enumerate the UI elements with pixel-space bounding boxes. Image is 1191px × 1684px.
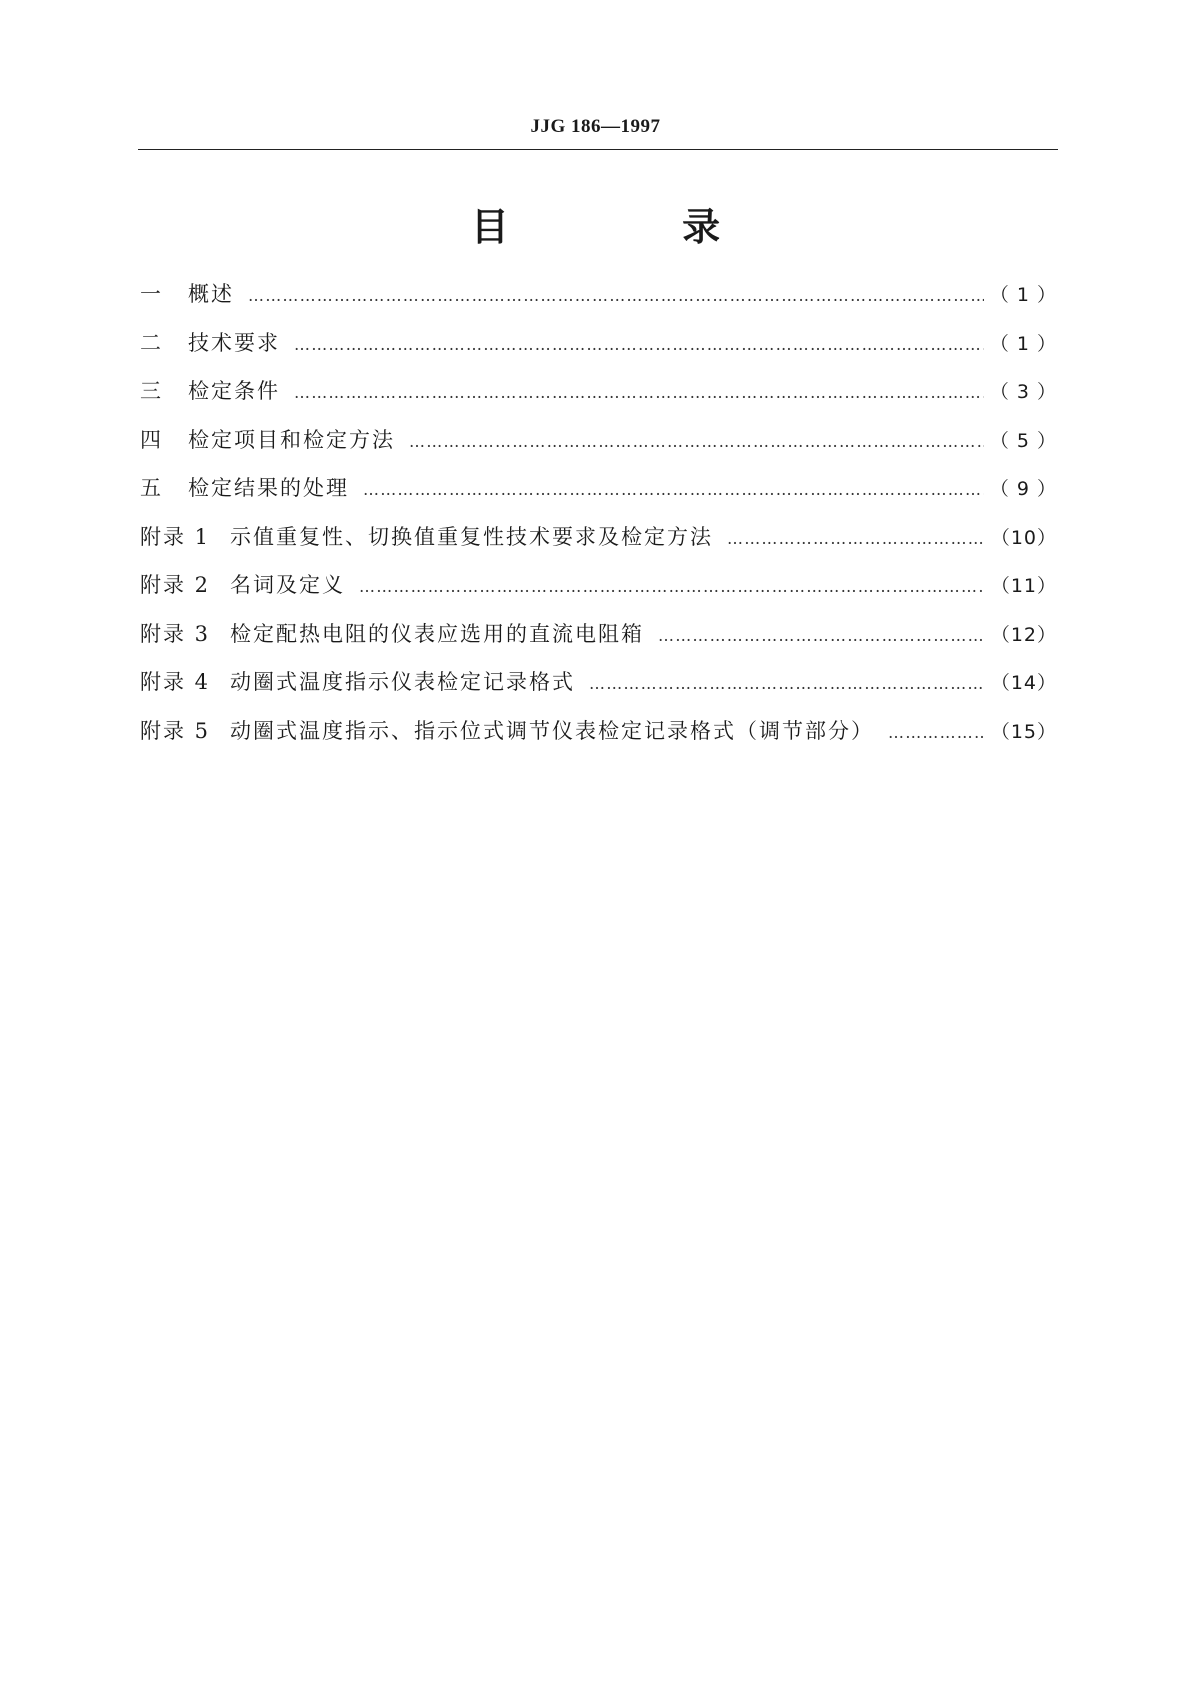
dot-leader	[294, 383, 984, 402]
toc-entry-page: （11）	[990, 575, 1057, 597]
toc-entry-page: （ 9 ）	[989, 478, 1057, 500]
toc-entry-number: 附录 3	[140, 621, 211, 646]
toc-entry[interactable]	[140, 569, 1057, 618]
toc-entry-number: 三	[140, 379, 163, 403]
dot-leader	[294, 335, 984, 354]
toc-entry-title: 检定配热电阻的仪表应选用的直流电阻箱	[230, 621, 644, 646]
toc-entry[interactable]	[140, 715, 1057, 764]
toc-entry[interactable]	[140, 521, 1057, 570]
toc-title: 目 录	[470, 205, 801, 249]
toc-list	[140, 278, 1057, 763]
toc-entry-title: 动圈式温度指示仪表检定记录格式	[230, 670, 575, 694]
document-code: JJG 186—1997	[530, 116, 661, 137]
toc-entry-title: 技术要求	[188, 330, 280, 355]
toc-entry-page: （14）	[990, 672, 1057, 694]
toc-entry-title: 名词及定义	[230, 573, 345, 597]
dot-leader	[359, 577, 985, 596]
dot-leader	[888, 723, 985, 742]
toc-entry-page: （ 5 ）	[989, 429, 1057, 452]
toc-entry-number: 四	[140, 427, 163, 452]
toc-entry-page: （ 1 ）	[989, 284, 1057, 306]
dot-leader	[589, 674, 985, 693]
toc-entry-number: 附录 2	[140, 573, 211, 597]
toc-entry-page: （ 3 ）	[989, 381, 1057, 403]
toc-entry-title: 动圈式温度指示、指示位式调节仪表检定记录格式（调节部分）	[230, 718, 874, 743]
toc-entry[interactable]	[140, 375, 1057, 424]
dot-leader	[727, 529, 985, 548]
toc-entry[interactable]	[140, 424, 1057, 473]
dot-leader	[248, 286, 984, 305]
toc-entry[interactable]	[140, 278, 1057, 327]
toc-entry-number: 附录 1	[140, 524, 211, 549]
toc-entry-title: 概述	[188, 282, 234, 306]
toc-entry[interactable]	[140, 327, 1057, 376]
toc-entry-page: （12）	[990, 623, 1057, 646]
toc-entry-title: 检定项目和检定方法	[188, 427, 395, 452]
dot-leader	[409, 432, 984, 451]
toc-entry-title: 检定条件	[188, 379, 280, 403]
dot-leader	[658, 626, 985, 645]
header-rule	[138, 149, 1058, 150]
toc-entry-number: 二	[140, 330, 163, 355]
toc-entry-title: 检定结果的处理	[188, 476, 349, 500]
dot-leader	[363, 480, 984, 499]
toc-entry-page: （10）	[990, 526, 1057, 549]
toc-entry-title: 示值重复性、切换值重复性技术要求及检定方法	[230, 524, 713, 549]
toc-entry-page: （15）	[990, 720, 1057, 743]
toc-entry-number: 五	[140, 476, 163, 500]
toc-entry[interactable]	[140, 472, 1057, 521]
toc-entry-number: 一	[140, 282, 163, 306]
toc-entry-page: （ 1 ）	[989, 332, 1057, 355]
toc-entry-number: 附录 4	[140, 670, 211, 694]
toc-entry[interactable]	[140, 666, 1057, 715]
toc-entry[interactable]	[140, 618, 1057, 667]
toc-entry-number: 附录 5	[140, 718, 211, 743]
